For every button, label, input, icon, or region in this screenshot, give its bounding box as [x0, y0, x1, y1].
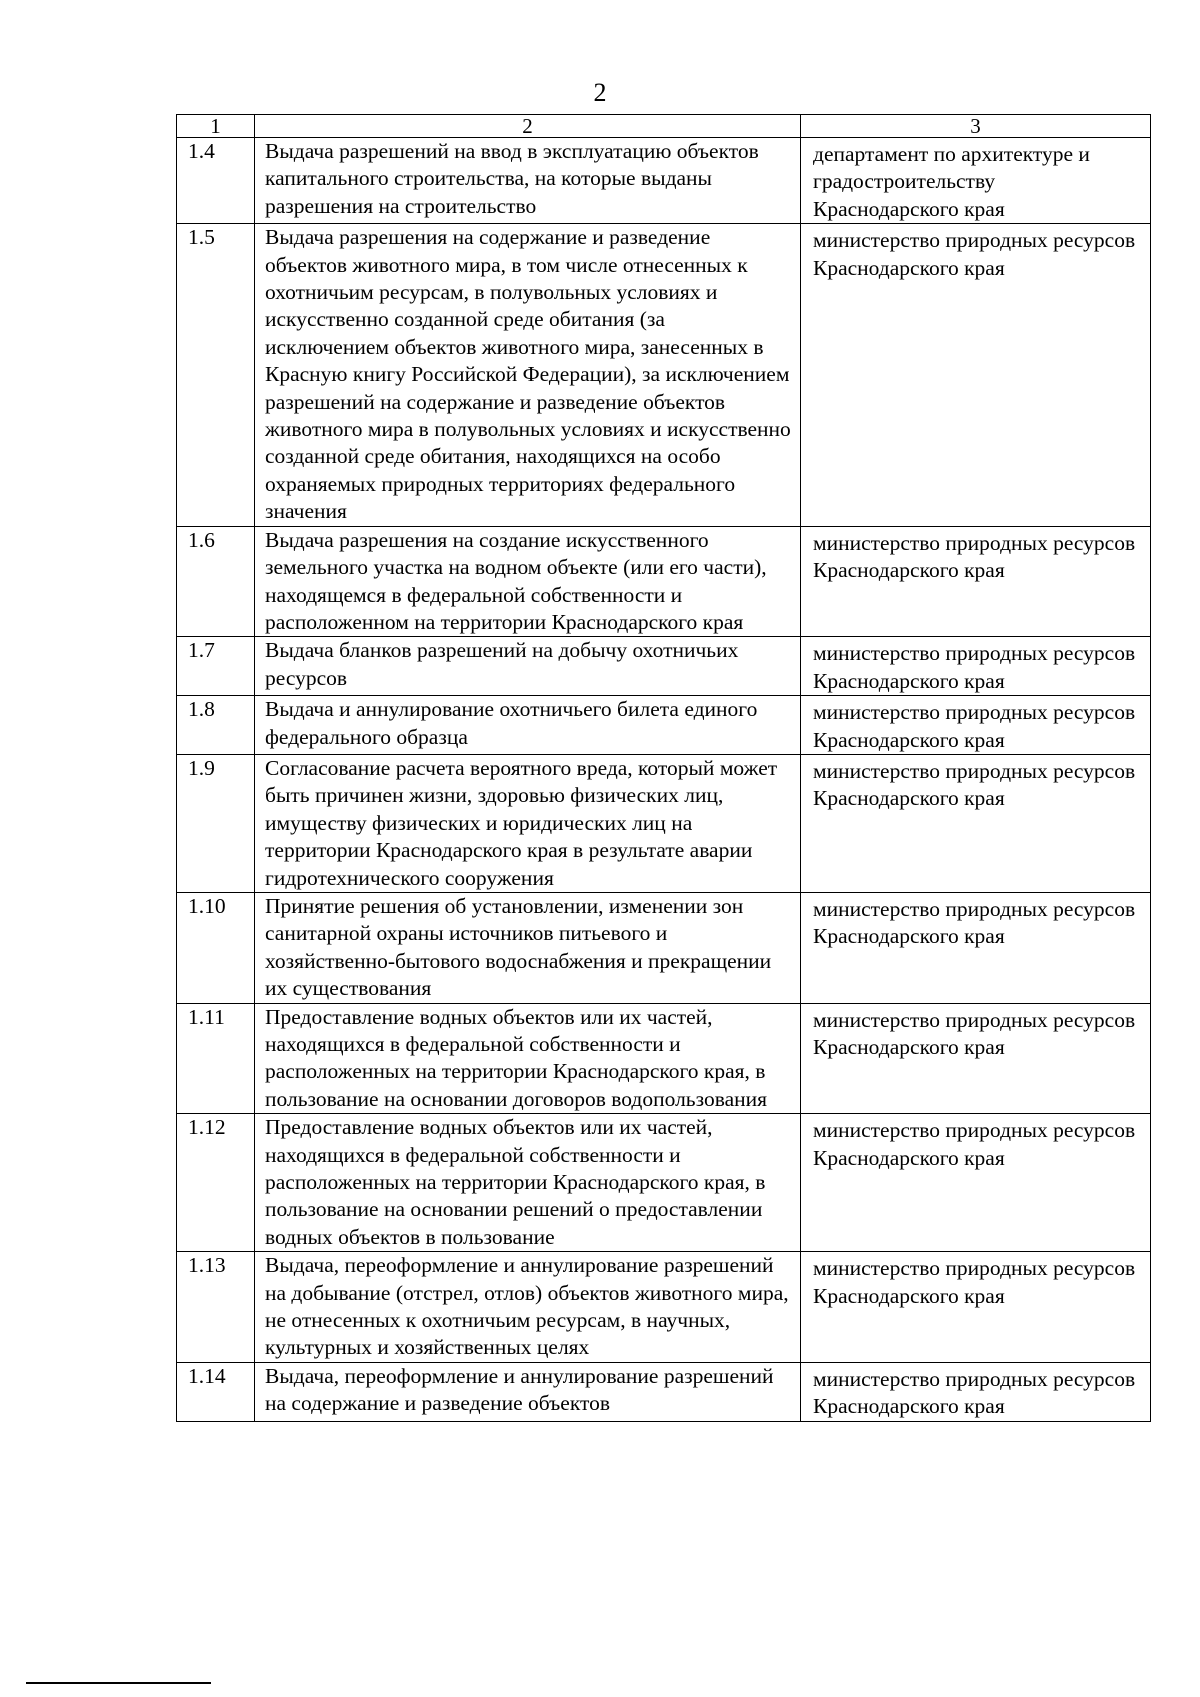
item-number: 1.13: [177, 1252, 255, 1363]
service-description: Предоставление водных объектов или их частей, находящихся в федеральной собственности и расположенных на территории Краснодарского края, в пользование на основании договоров водопользования: [255, 1003, 801, 1114]
item-number: 1.9: [177, 754, 255, 892]
table-row: [177, 1003, 1151, 1114]
item-number: 1.7: [177, 637, 255, 696]
responsible-authority: министерство природных ресурсов Краснодарского края: [801, 696, 1151, 755]
responsible-authority: министерство природных ресурсов Краснодарского края: [801, 754, 1151, 892]
responsible-authority: министерство природных ресурсов Краснодарского края: [801, 892, 1151, 1003]
item-number: 1.6: [177, 526, 255, 637]
service-description: Выдача разрешений на ввод в эксплуатацию объектов капитального строительства, на которые выданы разрешения на строительство: [255, 138, 801, 224]
responsible-authority: департамент по архитектуре и градостроительству Краснодарского края: [801, 138, 1151, 224]
item-number: 1.4: [177, 138, 255, 224]
table-row: [177, 754, 1151, 892]
table-header-row: [177, 115, 1151, 138]
service-description: Выдача разрешения на содержание и разведение объектов животного мира, в том числе отнесенных к охотничьим ресурсам, в полувольных условиях и искусственно созданной среде обитания (за исключением объектов животного мира, занесенных в Красную книгу Российской Федерации), за исключением разрешений на содержание и разведение объектов животного мира в полувольных условиях и искусственно созданной среде обитания, находящихся на особо охраняемых природных территориях федерального значения: [255, 224, 801, 526]
responsible-authority: министерство природных ресурсов Краснодарского края: [801, 1003, 1151, 1114]
footer-rule: [26, 1682, 211, 1684]
responsible-authority: министерство природных ресурсов Краснодарского края: [801, 224, 1151, 526]
table-row: [177, 138, 1151, 224]
service-description: Выдача и аннулирование охотничьего билета единого федерального образца: [255, 696, 801, 755]
service-description: Выдача разрешения на создание искусственного земельного участка на водном объекте (или его части), находящемся в федеральной собственности и расположенном на территории Краснодарского края: [255, 526, 801, 637]
responsible-authority: министерство природных ресурсов Краснодарского края: [801, 1362, 1151, 1421]
item-number: 1.5: [177, 224, 255, 526]
table-row: [177, 637, 1151, 696]
services-table: [176, 114, 1151, 1422]
responsible-authority: министерство природных ресурсов Краснодарского края: [801, 526, 1151, 637]
page-number: 2: [593, 78, 607, 107]
service-description: Выдача бланков разрешений на добычу охотничьих ресурсов: [255, 637, 801, 696]
item-number: 1.10: [177, 892, 255, 1003]
responsible-authority: министерство природных ресурсов Краснодарского края: [801, 637, 1151, 696]
table-row: [177, 224, 1151, 526]
table-row: [177, 696, 1151, 755]
table-row: [177, 1252, 1151, 1363]
table-row: [177, 526, 1151, 637]
table-row: [177, 1114, 1151, 1252]
column-header-2: 2: [255, 115, 801, 138]
service-description: Выдача, переоформление и аннулирование разрешений на содержание и разведение объектов: [255, 1362, 801, 1421]
column-header-1: 1: [177, 115, 255, 138]
service-description: Предоставление водных объектов или их частей, находящихся в федеральной собственности и расположенных на территории Краснодарского края, в пользование на основании решений о предоставлении водных объектов в пользование: [255, 1114, 801, 1252]
item-number: 1.11: [177, 1003, 255, 1114]
table-row: [177, 1362, 1151, 1421]
service-description: Согласование расчета вероятного вреда, который может быть причинен жизни, здоровью физических лиц, имуществу физических и юридических лиц на территории Краснодарского края в результате аварии гидротехнического сооружения: [255, 754, 801, 892]
table-row: [177, 892, 1151, 1003]
service-description: Выдача, переоформление и аннулирование разрешений на добывание (отстрел, отлов) объектов животного мира, не отнесенных к охотничьим ресурсам, в научных, культурных и хозяйственных целях: [255, 1252, 801, 1363]
item-number: 1.8: [177, 696, 255, 755]
responsible-authority: министерство природных ресурсов Краснодарского края: [801, 1252, 1151, 1363]
responsible-authority: министерство природных ресурсов Краснодарского края: [801, 1114, 1151, 1252]
item-number: 1.12: [177, 1114, 255, 1252]
item-number: 1.14: [177, 1362, 255, 1421]
service-description: Принятие решения об установлении, изменении зон санитарной охраны источников питьевого и хозяйственно-бытового водоснабжения и прекращении их существования: [255, 892, 801, 1003]
column-header-3: 3: [801, 115, 1151, 138]
